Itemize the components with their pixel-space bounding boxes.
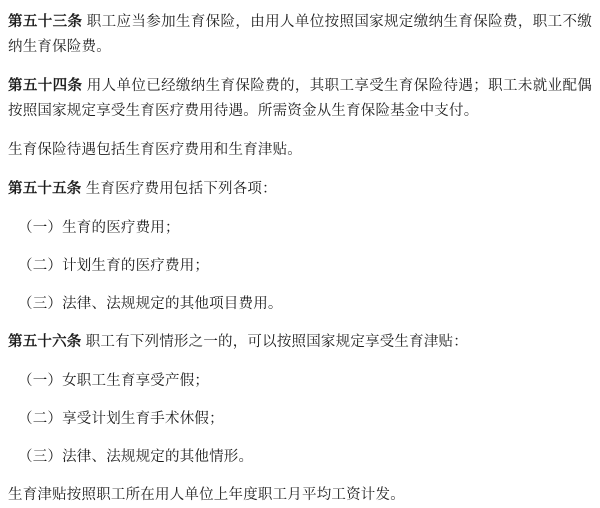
paragraph-article-53: 第五十三条 职工应当参加生育保险，由用人单位按照国家规定缴纳生育保险费，职工不缴纳生育保险费。 bbox=[8, 14, 593, 55]
paragraph-article-56: 第五十六条 职工有下列情形之一的，可以按照国家规定享受生育津贴： bbox=[8, 334, 468, 350]
paragraph-article-54-continued: 生育保险待遇包括生育医疗费用和生育津贴。 bbox=[8, 142, 302, 158]
paragraph-article-56-continued: 生育津贴按照职工所在用人单位上年度职工月平均工资计发。 bbox=[8, 487, 405, 503]
paragraph-article-54: 第五十四条 用人单位已经缴纳生育保险费的，其职工享受生育保险待遇；职工未就业配偶按照国家规定享受生育医疗费用待遇。所需资金从生育保险基金中支付。 bbox=[8, 78, 593, 119]
list-item-56-3: （三）法律、法规规定的其他情形。 bbox=[18, 449, 254, 465]
paragraph-article-55: 第五十五条 生育医疗费用包括下列各项： bbox=[8, 181, 277, 197]
list-item-56-2: （二）享受计划生育手术休假； bbox=[18, 411, 224, 427]
list-item-55-3: （三）法律、法规规定的其他项目费用。 bbox=[18, 296, 283, 312]
list-item-55-2: （二）计划生育的医疗费用； bbox=[18, 258, 210, 274]
list-item-56-1: （一）女职工生育享受产假； bbox=[18, 373, 210, 389]
list-item-55-1: （一）生育的医疗费用； bbox=[18, 220, 180, 236]
